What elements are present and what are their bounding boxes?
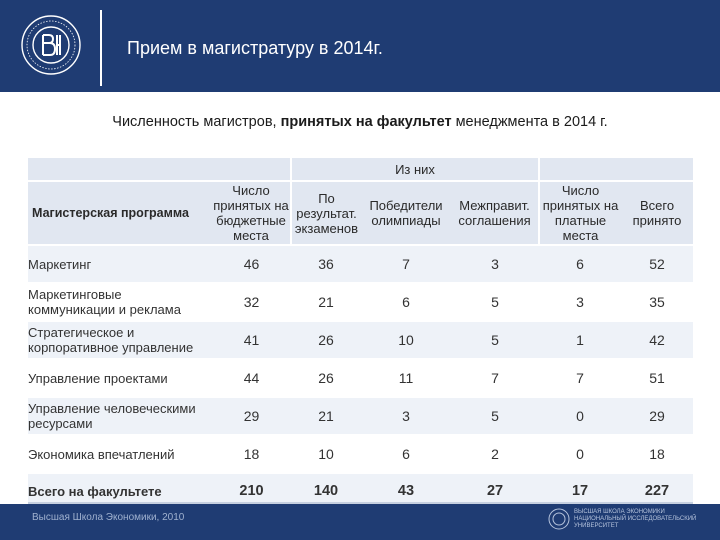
row-paid: 0 <box>539 435 621 473</box>
header-empty-1 <box>28 158 212 181</box>
col-header-budget: Число принятых на бюджетные места <box>212 181 291 245</box>
row-paid: 6 <box>539 245 621 283</box>
table-row <box>28 245 693 283</box>
table-row <box>28 283 693 321</box>
table-row <box>28 397 693 435</box>
row-paid: 3 <box>539 283 621 321</box>
row-olympiad: 11 <box>361 359 451 397</box>
row-paid: 1 <box>539 321 621 359</box>
row-intergov: 2 <box>451 435 539 473</box>
row-intergov: 5 <box>451 321 539 359</box>
row-budget: 18 <box>212 435 291 473</box>
row-intergov: 5 <box>451 397 539 435</box>
col-header-paid: Число принятых на платные места <box>539 181 621 245</box>
row-total: 51 <box>621 359 693 397</box>
row-paid: 7 <box>539 359 621 397</box>
row-olympiad: 6 <box>361 435 451 473</box>
col-header-total: Всего принято <box>621 181 693 245</box>
row-program: Экономика впечатлений <box>28 435 212 473</box>
footer-university-name: ВЫСШАЯ ШКОЛА ЭКОНОМИКИ НАЦИОНАЛЬНЫЙ ИССЛЕДОВАТЕЛЬСКИЙ УНИВЕРСИТЕТ <box>574 509 697 529</box>
caption-part3: менеджмента в 2014 г. <box>451 114 608 130</box>
row-program: Управление проектами <box>28 359 212 397</box>
col-header-exams: По результат. экзаменов <box>291 181 361 245</box>
row-program: Маркетинговые коммуникации и реклама <box>28 283 212 321</box>
row-total: 52 <box>621 245 693 283</box>
row-exams: 36 <box>291 245 361 283</box>
row-budget: 41 <box>212 321 291 359</box>
total-label: Всего на факультете <box>28 473 212 508</box>
header-empty-3 <box>539 158 621 181</box>
header-divider <box>100 10 102 86</box>
total-olympiad: 43 <box>361 473 451 508</box>
table-caption <box>0 114 720 130</box>
table-row <box>28 321 693 359</box>
page-title: Прием в магистратуру в 2014г. <box>127 38 383 58</box>
col-header-olympiad: Победители олимпиады <box>361 181 451 245</box>
hse-emblem-icon <box>20 14 82 76</box>
row-total: 35 <box>621 283 693 321</box>
row-olympiad: 6 <box>361 283 451 321</box>
row-exams: 26 <box>291 359 361 397</box>
row-program: Стратегическое и корпоративное управление <box>28 321 212 359</box>
row-olympiad: 10 <box>361 321 451 359</box>
total-exams: 140 <box>291 473 361 508</box>
header-empty-4 <box>621 158 693 181</box>
col-header-program: Магистерская программа <box>28 181 212 245</box>
caption-part1: Численность магистров, <box>112 114 281 130</box>
table-row <box>28 435 693 473</box>
row-program: Управление человеческими ресурсами <box>28 397 212 435</box>
row-olympiad: 7 <box>361 245 451 283</box>
row-program: Маркетинг <box>28 245 212 283</box>
row-exams: 26 <box>291 321 361 359</box>
row-exams: 10 <box>291 435 361 473</box>
row-exams: 21 <box>291 283 361 321</box>
row-paid: 0 <box>539 397 621 435</box>
col-header-intergov: Межправит. соглашения <box>451 181 539 245</box>
header-group-label: Из них <box>291 158 539 181</box>
row-budget: 46 <box>212 245 291 283</box>
row-intergov: 7 <box>451 359 539 397</box>
row-total: 29 <box>621 397 693 435</box>
row-intergov: 3 <box>451 245 539 283</box>
footer-emblem-icon <box>548 508 570 530</box>
row-total: 18 <box>621 435 693 473</box>
total-total: 227 <box>621 473 693 508</box>
total-intergov: 27 <box>451 473 539 508</box>
table-row <box>28 359 693 397</box>
total-paid: 17 <box>539 473 621 508</box>
row-budget: 32 <box>212 283 291 321</box>
row-budget: 44 <box>212 359 291 397</box>
row-budget: 29 <box>212 397 291 435</box>
admission-table <box>28 158 693 508</box>
caption-part2: принятых на факультет <box>280 114 452 130</box>
total-budget: 210 <box>212 473 291 508</box>
row-total: 42 <box>621 321 693 359</box>
row-olympiad: 3 <box>361 397 451 435</box>
row-intergov: 5 <box>451 283 539 321</box>
footer-copyright: Высшая Школа Экономики, 2010 <box>32 512 185 523</box>
header-empty-2 <box>212 158 291 181</box>
row-exams: 21 <box>291 397 361 435</box>
